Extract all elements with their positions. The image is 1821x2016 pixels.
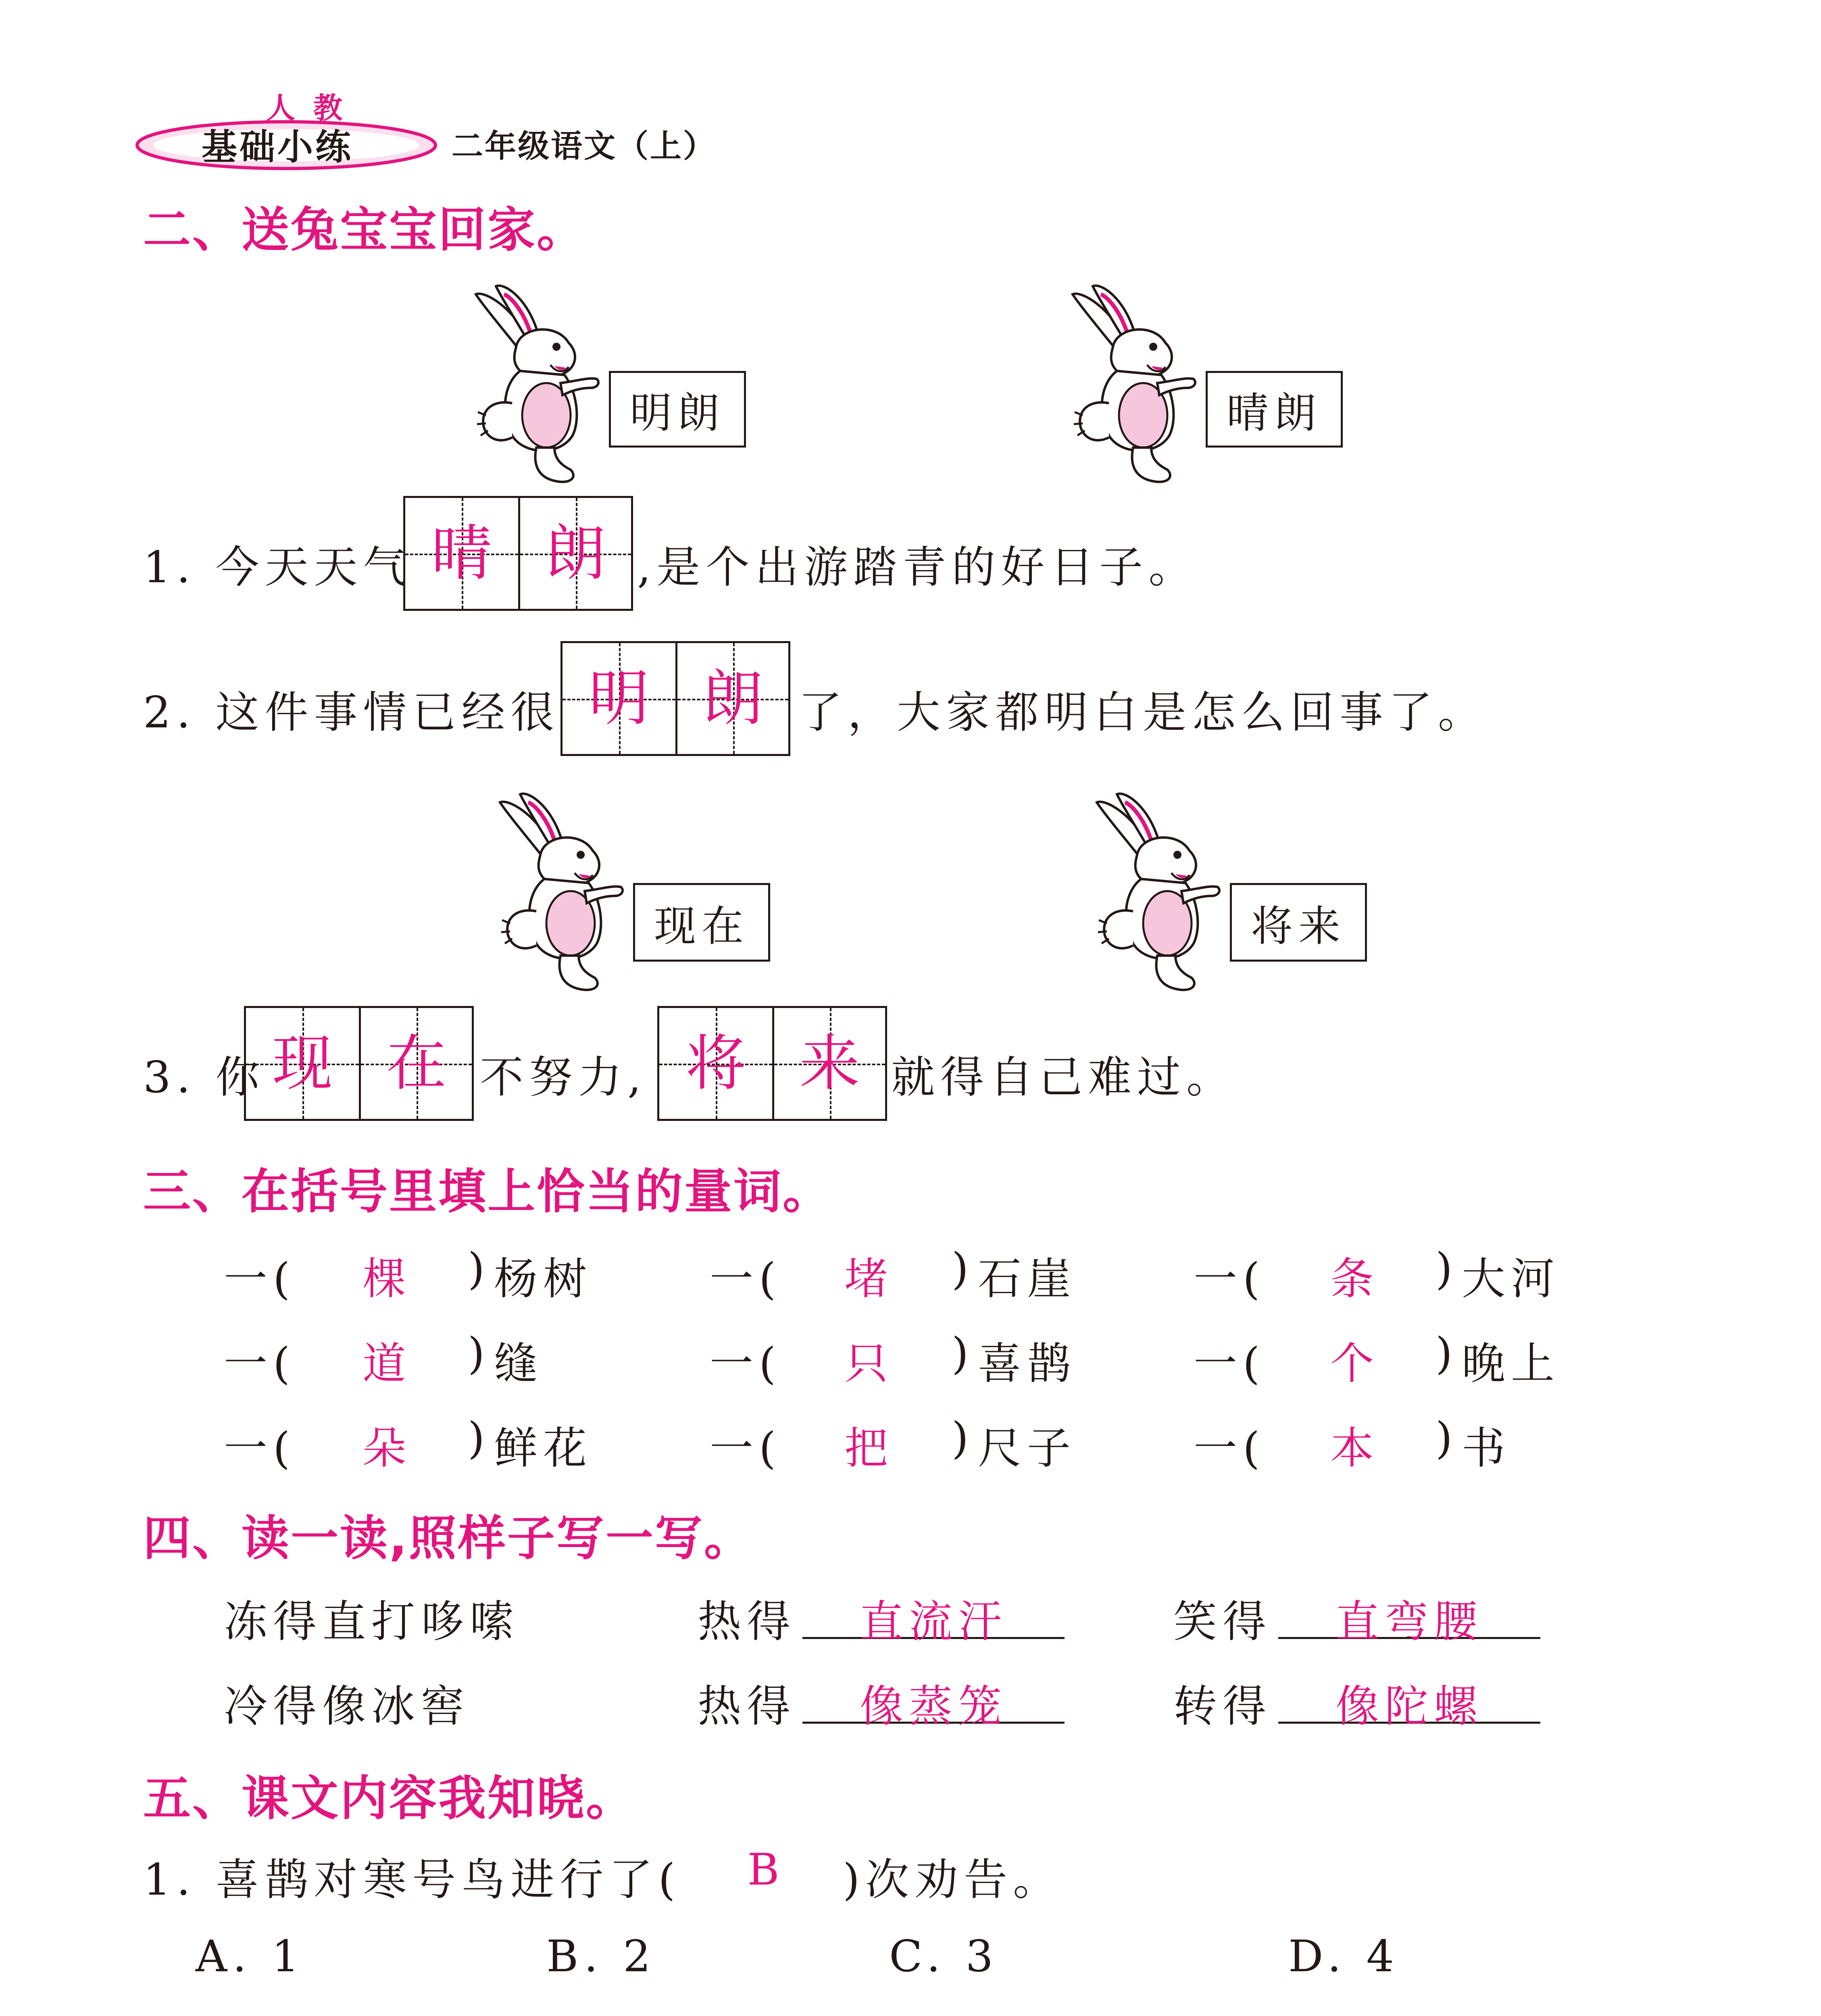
publisher-label: 人 教 [266, 91, 347, 125]
measure-answer[interactable]: 道 [362, 1339, 412, 1389]
example-phrase: 冻得直打哆嗦 [224, 1597, 519, 1647]
measure-noun: 大河 [1462, 1254, 1561, 1304]
open-paren: 一( [1194, 1339, 1266, 1389]
word-sign-minglang: 明朗 [609, 371, 746, 448]
q1-suffix: ,是个出游踏青的好日子。 [637, 542, 1198, 593]
s5-q1-suffix: )次劝告。 [843, 1855, 1063, 1905]
q3-suffix: 就得自己难过。 [891, 1052, 1236, 1103]
phrase-answer: 像陀螺 [1335, 1681, 1483, 1732]
rabbit-icon [492, 790, 629, 992]
measure-answer[interactable]: 朵 [362, 1423, 412, 1474]
close-paren: ) [952, 1329, 975, 1379]
measure-answer[interactable]: 本 [1330, 1423, 1379, 1474]
q2-prefix: 2. 这件事情已经很 [143, 687, 560, 738]
open-paren: 一( [224, 1254, 296, 1304]
measure-answer[interactable]: 个 [1330, 1339, 1379, 1389]
measure-noun: 书 [1462, 1423, 1511, 1474]
answer-char: 朗 [545, 518, 606, 589]
s5-q1-prefix: 1. 喜鹊对寒号鸟进行了( [143, 1855, 681, 1905]
phrase-prefix: 转得 [1173, 1681, 1272, 1732]
phrase-answer: 直流汗 [859, 1597, 1007, 1647]
answer-char: 明 [588, 663, 649, 734]
measure-noun: 晚上 [1462, 1339, 1561, 1389]
q2-answer-grid[interactable] [560, 641, 790, 756]
answer-char: 在 [386, 1028, 447, 1099]
measure-noun: 石崖 [978, 1254, 1077, 1304]
phrase-answer: 像蒸笼 [859, 1681, 1007, 1732]
open-paren: 一( [1194, 1423, 1266, 1474]
measure-noun: 尺子 [978, 1423, 1077, 1474]
subject-label: 二年级语文（上） [452, 128, 717, 165]
section2-title: 二、送兔宝宝回家。 [143, 202, 586, 258]
answer-char: 朗 [702, 663, 763, 734]
close-paren: ) [468, 1329, 491, 1379]
open-paren: 一( [710, 1254, 782, 1304]
close-paren: ) [468, 1413, 491, 1464]
q2-suffix: 了，大家都明白是怎么回事了。 [798, 687, 1488, 738]
measure-noun: 杨树 [494, 1254, 593, 1304]
word-sign-qinglang: 晴朗 [1206, 371, 1343, 448]
section4-title: 四、读一读,照样子写一写。 [143, 1510, 753, 1566]
option-a[interactable]: A. 1 [196, 1931, 305, 1982]
phrase-prefix: 热得 [698, 1597, 796, 1647]
phrase-prefix: 热得 [698, 1681, 796, 1732]
open-paren: 一( [224, 1423, 296, 1474]
phrase-prefix: 笑得 [1173, 1597, 1272, 1647]
rabbit-icon [468, 282, 605, 484]
answer-char: 来 [799, 1028, 860, 1099]
measure-answer[interactable]: 条 [1330, 1254, 1379, 1304]
option-b[interactable]: B. 2 [546, 1931, 656, 1982]
q3-middle: 不努力, [480, 1052, 647, 1103]
measure-answer[interactable]: 棵 [362, 1254, 412, 1304]
example-phrase: 冷得像冰窖 [224, 1681, 470, 1732]
close-paren: ) [1436, 1329, 1458, 1379]
close-paren: ) [468, 1244, 491, 1294]
answer-char: 现 [272, 1028, 333, 1099]
close-paren: ) [952, 1413, 975, 1464]
option-c[interactable]: C. 3 [889, 1931, 999, 1982]
q3-answer-grid-1[interactable] [244, 1006, 474, 1121]
word-sign-jianglai: 将来 [1230, 883, 1367, 962]
close-paren: ) [1436, 1413, 1458, 1464]
answer-char: 将 [685, 1028, 746, 1099]
measure-noun: 鲜花 [494, 1423, 593, 1474]
section3-title: 三、在括号里填上恰当的量词。 [143, 1164, 832, 1219]
close-paren: ) [952, 1244, 975, 1294]
open-paren: 一( [1194, 1254, 1266, 1304]
answer-char: 晴 [431, 518, 492, 589]
section5-title: 五、课文内容我知晓。 [143, 1770, 635, 1826]
series-title: 基础小练 [202, 126, 354, 168]
q3-prefix: 3. 你 [143, 1052, 265, 1103]
option-d[interactable]: D. 4 [1288, 1931, 1400, 1982]
measure-answer[interactable]: 堵 [844, 1254, 894, 1304]
rabbit-icon [1089, 790, 1226, 992]
open-paren: 一( [710, 1423, 782, 1474]
s5-q1-answer[interactable]: B [747, 1845, 785, 1895]
close-paren: ) [1436, 1244, 1458, 1294]
measure-answer[interactable]: 把 [844, 1423, 894, 1474]
open-paren: 一( [710, 1339, 782, 1389]
q3-answer-grid-2[interactable] [657, 1006, 887, 1121]
rabbit-icon [1065, 282, 1202, 484]
measure-noun: 缝 [494, 1339, 544, 1389]
measure-answer[interactable]: 只 [844, 1339, 894, 1389]
word-sign-xianzai: 现在 [633, 883, 770, 962]
phrase-answer: 直弯腰 [1335, 1597, 1483, 1647]
q1-prefix: 1. 今天天气 [143, 542, 413, 593]
open-paren: 一( [224, 1339, 296, 1389]
measure-noun: 喜鹊 [978, 1339, 1077, 1389]
q1-answer-grid[interactable] [403, 496, 633, 611]
